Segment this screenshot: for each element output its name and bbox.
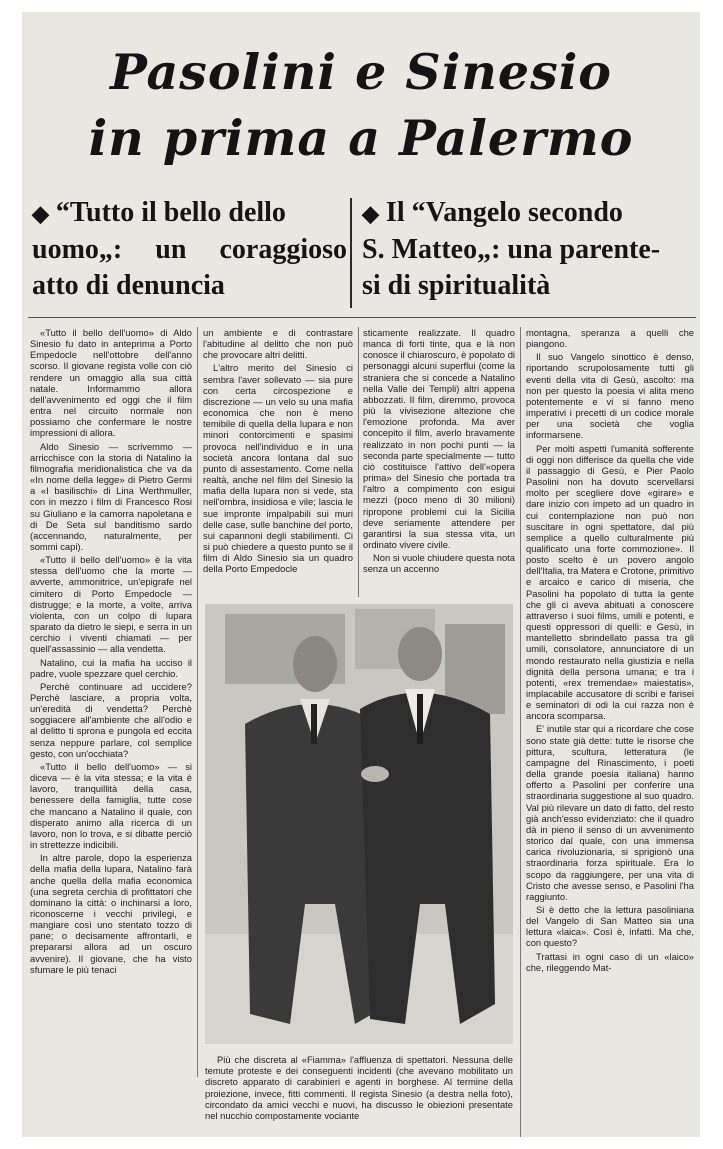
column-divider [358, 327, 359, 597]
photo-caption: Più che discreta al «Fiamma» l'affluenza di spettatori. Nessuna delle temute proteste e dei conseguenti incidenti (che avevano mobilitato un discreto apparato di carabinieri e agenti in borghese. Al termine della proiezione, invece, fitti commenti. Il regista Sinesio (a destra nella foto), circondato da amici vecchi e nuovi, ha discusso le obiezioni presentate nel nucchio compostamente vociante [205, 1054, 513, 1122]
paragraph: Perchè continuare ad uccidere? Perchè lasciare, a propria volta, un'eredità di vendetta? Perchè soggiacere all'ambiente che all'odio e al delitto ti sprona e pungola ed eccita senza neppure parlare, col semplice gesto, con un'occhiata? [30, 680, 192, 759]
headline-line-2: in prima a Palermo [88, 109, 634, 167]
newspaper-clipping [22, 12, 700, 1137]
subheading-left [32, 195, 347, 304]
diamond-bullet-icon: ◆ [362, 201, 379, 226]
paragraph: Non si vuole chiudere questa nota senza un accenno [363, 552, 515, 575]
column-divider [197, 327, 198, 1077]
subheading-left-line-3: atto di denuncia [32, 270, 225, 301]
news-photo [205, 604, 513, 1044]
subheading-divider [350, 198, 352, 308]
article-column-1 [30, 327, 192, 1077]
subheading-left-line-1: “Tutto il bello dello [55, 197, 286, 228]
column-divider [520, 327, 521, 1137]
paragraph: montagna, speranza a quelli che piangono. [526, 327, 694, 350]
paragraph: Per molti aspetti l'umanità sofferente di oggi non differisce da quella che vide il passaggio di Gesù, e Pier Paolo Pasolini non ha dovuto scervellarsi molto per scegliere dove «girare» e dare inizio con impeto ad un quadro in cui contemplazione non può non suscitare in ogni spettatore, dal più semplice a quello culturalmente più qualificato una forte commozione». Il posto scelto è un povero angolo dell'Italia, tra Matera e Crotone, primitivo e arcaico e carico di miseria, che Pasolini ha popolato di tutta la gente che gli ci aveva abituati a conoscere attraverso i suoi films, umili e potenti, e questi oppressori di quelli: e Gesù, in mantelletto sbrindellato passa tra gli umili, consolatore, annunciatore di un mondo restaurato nella giustizia e nella dignità della persona umana; e tra i potenti, «rex tremendae» maiestatis», implacabile accusatore di scribi e farisei e seminatori di odi la cui razza non è ancora scomparsa. [526, 442, 694, 722]
subheading-right-line-2: S. Matteo„: una parente- [362, 234, 661, 265]
paragraph: E' inutile star qui a ricordare che cose sono state già dette: tutte le risorse che pittura, scultura, letteratura (le campagne del Rinascimento, i poeti della grande poesia italiana) hanno offerto a Pasolini per conferire una straordinaria suggestione al suo quadro. Val più rilevare un dato di fatto, del resto già anch'esso evidenziato: che il quadro dà in pieno il senso di un avvenimento storico dal quale, con una immensa carica rivoluzionaria, si sprigionò una straordinaria forza spirituale. Era lo scopo da raggiungere, per una vita di Cristo che avesse senso, e Pasolini l'ha raggiunto. [526, 723, 694, 902]
article-column-3 [363, 327, 515, 597]
paragraph: «Tutto il bello dell'uomo» — si diceva — è la vita stessa; e la vita è lavoro, tranquillità della casa, benessere della famiglia, tutte cose che mancano a Natalino il quale, con disperato animo alla ricerca di un lavoro, non lo trova, e si dibatte perciò in strettezze indicibili. [30, 760, 192, 851]
paragraph: L'altro merito del Sinesio ci sembra l'aver sollevato — sia pure con certa circospezione e discrezione — un velo su una mafia economica che non è meno temibile di quella della lupara e non minori contorcimenti e spasimi provoca nell'individuo e in una società ancora lontana dal suo punto di assestamento. Come nella realtà, anche nel film del Sinesio la mafia della lupara non si vede, sta nell'ombra, insidiosa e vile; lascia le sue impronte impalpabili sui muri delle case, sulle banchine del porto, sui capannoni degli stabilimenti. Ci si può chiedere a questo punto se il film di Aldo Sinesio sia un quadro della Porto Empedocle [203, 362, 353, 575]
paragraph: In altre parole, dopo la esperienza della mafia della lupara, Natalino farà anche quella della mafia economica (una segreta cerchia di profittatori che dominano la città: o inchinarsi a loro, riconoscerne i vecchi privilegi, e mangiare così uno stentato tozzo di pane; o decisamente affrontarli, e prepararsi allora ad un oscuro avvenire). Il giovane, che ha visto sfumare le più tenaci [30, 852, 192, 975]
subheading-right-line-3: si di spiritualità [362, 270, 551, 301]
diamond-bullet-icon: ◆ [32, 201, 49, 226]
paragraph: sticamente realizzate. Il quadro manca di forti tinte, qua e là non conosce il chiaroscuro, è popolato di personaggi alcuni superflui (come la straniera che si concede a Natalino nella Valle dei Templi) altri appena abbozzati. Il film, diremmo, provoca più la vivisezione altezione che l'emozione profonda. Ma aver concepito il film, averlo bravamente realizzato in non pochi punti — la seconda parte specialmente — tutto ciò costituisce l'attivo dell'«opera prima» del Sinesio che portada tra l'altro a compimento con esigui mezzi (poco meno di 30 milioni) ripropone problemi cui la Sicilia deve seriamente attendere per garantirsi la sua stessa vita, un ordinato vivere civile. [363, 327, 515, 550]
paragraph: Trattasi in ogni caso di un «laico» che, rileggendo Mat- [526, 950, 694, 973]
article-column-2 [203, 327, 353, 597]
subheading-left-line-2: uomo„: un coraggioso [32, 234, 347, 265]
subheading-right-line-1: Il “Vangelo secondo [385, 197, 623, 228]
headline-line-1: Pasolini e Sinesio [110, 43, 612, 101]
section-rule [28, 317, 696, 318]
paragraph: Si è detto che la lettura pasoliniana del Vangelo di San Matteo sia una lettura «laica». Così è, infatti. Ma che, con questo? [526, 903, 694, 949]
paragraph: «Tutto il bello dell'uomo» è la vita stessa dell'uomo che la morte — avverte, ammonitrice, un'epigrafe nel cimitero di Porto Empedocle — distrugge; e la morte, a volte, arriva violenta, con un colpo di lupara sparato da dietro le siepi, e serra in un cerchio i viventi chiamati — per quell'assassinio — alla vendetta. [30, 554, 192, 655]
paragraph: Aldo Sinesio — scrivemmo — arricchisce con la storia di Natalino la filmografia meridionalistica che va da «In nome della legge» di Pietro Germi a «I basilischi» di Lina Werthmuller, con in mezzo i film di Francesco Rosi su Giuliano e la camorra napoletana e di De Seta sul banditismo sardo (accennando, naturalmente, per sommi capi). [30, 440, 192, 552]
two-men-photo-illustration [205, 604, 513, 1044]
article-column-4 [526, 327, 694, 1137]
paragraph: Il suo Vangelo sinottico è denso, riportando scrupolosamente tutti gli eventi della vita di Gesù, ascolto: ma non per questo la poesia vi alita meno potentemente e vi si fanno meno imperativi i precetti di un codice morale per una società che voglia informarsene. [526, 351, 694, 441]
paragraph: «Tutto il bello dell'uomo» di Aldo Sinesio fu dato in anteprima a Porto Empedocle nell'ottobre dell'anno scorso. Il giovane regista volle con ciò rendere un omaggio alla sua città natale. Informammo allora dell'avvenimento ed oggi che il film entra nel circuito normale non possiamo che confermare le nostre impressioni di allora. [30, 327, 192, 439]
subheading-right [362, 195, 697, 304]
paragraph: Natalino, cui la mafia ha ucciso il padre, vuole spezzare quel cerchio. [30, 656, 192, 679]
paragraph: un ambiente e di contrastare l'abitudine al delitto che non può che provocare altri delitti. [203, 327, 353, 361]
